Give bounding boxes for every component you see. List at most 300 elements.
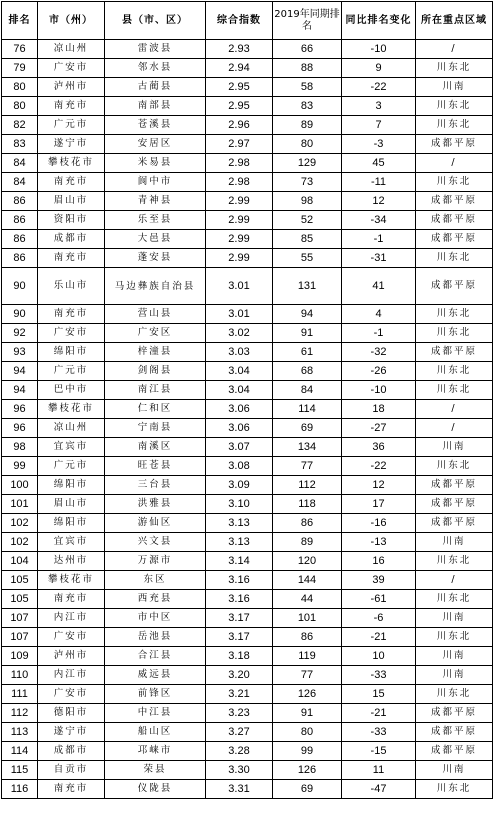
cell-region: / — [416, 400, 493, 419]
cell-region: 川东北 — [416, 685, 493, 704]
cell-index: 3.20 — [206, 666, 273, 685]
cell-rank-change: 18 — [342, 400, 416, 419]
cell-rank-2019: 83 — [273, 97, 342, 116]
cell-region: 川东北 — [416, 552, 493, 571]
cell-index: 2.98 — [206, 173, 273, 192]
table-row — [2, 571, 493, 590]
cell-rank-change: 12 — [342, 192, 416, 211]
cell-rank-change: 41 — [342, 268, 416, 305]
cell-rank-2019: 118 — [273, 495, 342, 514]
cell-rank-2019: 120 — [273, 552, 342, 571]
table-row — [2, 40, 493, 59]
table-row — [2, 362, 493, 381]
cell-rank: 92 — [2, 324, 38, 343]
cell-city: 绵阳市 — [38, 514, 105, 533]
cell-city: 广元市 — [38, 116, 105, 135]
table-row — [2, 249, 493, 268]
table-row — [2, 780, 493, 799]
cell-county: 中江县 — [105, 704, 206, 723]
cell-region: 成都平原 — [416, 268, 493, 305]
cell-city: 绵阳市 — [38, 343, 105, 362]
cell-city: 巴中市 — [38, 381, 105, 400]
cell-county: 南部县 — [105, 97, 206, 116]
cell-county: 营山县 — [105, 305, 206, 324]
cell-rank-change: -15 — [342, 742, 416, 761]
cell-rank-change: -21 — [342, 704, 416, 723]
table-row — [2, 476, 493, 495]
table-row — [2, 324, 493, 343]
cell-region: 川东北 — [416, 97, 493, 116]
cell-index: 2.99 — [206, 230, 273, 249]
table-row — [2, 628, 493, 647]
table-row — [2, 59, 493, 78]
cell-rank: 83 — [2, 135, 38, 154]
table-row — [2, 173, 493, 192]
cell-region: 川南 — [416, 78, 493, 97]
cell-region: 成都平原 — [416, 343, 493, 362]
cell-city: 凉山州 — [38, 40, 105, 59]
cell-index: 2.99 — [206, 249, 273, 268]
cell-index: 3.01 — [206, 305, 273, 324]
cell-county: 洪雅县 — [105, 495, 206, 514]
cell-rank: 112 — [2, 704, 38, 723]
table-row — [2, 116, 493, 135]
cell-rank: 80 — [2, 78, 38, 97]
cell-region: 川东北 — [416, 590, 493, 609]
cell-city: 成都市 — [38, 230, 105, 249]
cell-city: 内江市 — [38, 609, 105, 628]
cell-rank-2019: 112 — [273, 476, 342, 495]
cell-region: 成都平原 — [416, 742, 493, 761]
table-row — [2, 723, 493, 742]
cell-city: 眉山市 — [38, 495, 105, 514]
table-row — [2, 761, 493, 780]
cell-rank: 96 — [2, 400, 38, 419]
table-row — [2, 211, 493, 230]
cell-region: / — [416, 571, 493, 590]
cell-region: 成都平原 — [416, 230, 493, 249]
cell-county: 古蔺县 — [105, 78, 206, 97]
cell-region: 成都平原 — [416, 495, 493, 514]
cell-city: 广安市 — [38, 628, 105, 647]
cell-county: 万源市 — [105, 552, 206, 571]
cell-rank-change: -6 — [342, 609, 416, 628]
cell-rank-2019: 52 — [273, 211, 342, 230]
header-county: 县（市、区） — [105, 2, 206, 40]
cell-rank-change: 3 — [342, 97, 416, 116]
cell-rank: 109 — [2, 647, 38, 666]
cell-rank-change: 15 — [342, 685, 416, 704]
cell-rank-change: -31 — [342, 249, 416, 268]
cell-county: 西充县 — [105, 590, 206, 609]
cell-rank-2019: 69 — [273, 419, 342, 438]
cell-rank-2019: 134 — [273, 438, 342, 457]
table-row — [2, 590, 493, 609]
cell-index: 3.23 — [206, 704, 273, 723]
cell-county: 南江县 — [105, 381, 206, 400]
table-row — [2, 343, 493, 362]
cell-rank-2019: 131 — [273, 268, 342, 305]
cell-rank: 98 — [2, 438, 38, 457]
cell-rank-2019: 89 — [273, 533, 342, 552]
cell-region: 川东北 — [416, 780, 493, 799]
cell-index: 3.06 — [206, 419, 273, 438]
cell-rank-change: 10 — [342, 647, 416, 666]
cell-rank: 86 — [2, 192, 38, 211]
cell-rank: 104 — [2, 552, 38, 571]
cell-city: 成都市 — [38, 742, 105, 761]
cell-rank: 94 — [2, 362, 38, 381]
cell-rank: 114 — [2, 742, 38, 761]
cell-rank: 113 — [2, 723, 38, 742]
cell-region: 川南 — [416, 647, 493, 666]
cell-rank-change: -10 — [342, 381, 416, 400]
cell-index: 3.16 — [206, 590, 273, 609]
cell-region: 川东北 — [416, 59, 493, 78]
cell-index: 2.96 — [206, 116, 273, 135]
cell-region: 川东北 — [416, 173, 493, 192]
cell-city: 南充市 — [38, 97, 105, 116]
cell-region: 川东北 — [416, 628, 493, 647]
cell-rank-2019: 77 — [273, 457, 342, 476]
cell-rank-2019: 58 — [273, 78, 342, 97]
table-row — [2, 609, 493, 628]
cell-rank-change: -22 — [342, 457, 416, 476]
cell-city: 宜宾市 — [38, 438, 105, 457]
cell-county: 荣县 — [105, 761, 206, 780]
cell-county: 三台县 — [105, 476, 206, 495]
cell-index: 3.30 — [206, 761, 273, 780]
cell-county: 青神县 — [105, 192, 206, 211]
cell-county: 南溪区 — [105, 438, 206, 457]
cell-county: 邛崃市 — [105, 742, 206, 761]
cell-city: 攀枝花市 — [38, 154, 105, 173]
cell-rank-2019: 88 — [273, 59, 342, 78]
cell-city: 广元市 — [38, 362, 105, 381]
ranking-table — [1, 1, 493, 799]
header-city: 市（州） — [38, 2, 105, 40]
header-region: 所在重点区域 — [416, 2, 493, 40]
cell-region: 成都平原 — [416, 514, 493, 533]
cell-county: 邻水县 — [105, 59, 206, 78]
cell-index: 2.93 — [206, 40, 273, 59]
cell-region: 川东北 — [416, 116, 493, 135]
cell-rank-2019: 80 — [273, 723, 342, 742]
cell-rank-change: -61 — [342, 590, 416, 609]
cell-city: 广安市 — [38, 324, 105, 343]
cell-county: 宁南县 — [105, 419, 206, 438]
cell-index: 3.27 — [206, 723, 273, 742]
cell-rank: 96 — [2, 419, 38, 438]
header-index: 综合指数 — [206, 2, 273, 40]
cell-city: 眉山市 — [38, 192, 105, 211]
table-row — [2, 78, 493, 97]
cell-region: 川南 — [416, 609, 493, 628]
cell-rank: 115 — [2, 761, 38, 780]
cell-index: 3.03 — [206, 343, 273, 362]
table-row — [2, 495, 493, 514]
cell-rank-2019: 126 — [273, 685, 342, 704]
table-row — [2, 154, 493, 173]
cell-rank-2019: 119 — [273, 647, 342, 666]
cell-rank-2019: 44 — [273, 590, 342, 609]
cell-rank-change: 16 — [342, 552, 416, 571]
cell-rank: 99 — [2, 457, 38, 476]
cell-city: 南充市 — [38, 173, 105, 192]
cell-rank-change: 39 — [342, 571, 416, 590]
cell-rank-change: -33 — [342, 723, 416, 742]
cell-index: 3.17 — [206, 609, 273, 628]
cell-rank-change: -1 — [342, 324, 416, 343]
cell-county: 安居区 — [105, 135, 206, 154]
cell-rank-change: -47 — [342, 780, 416, 799]
cell-city: 攀枝花市 — [38, 400, 105, 419]
cell-index: 3.18 — [206, 647, 273, 666]
cell-rank: 111 — [2, 685, 38, 704]
cell-county: 剑阁县 — [105, 362, 206, 381]
cell-rank: 90 — [2, 305, 38, 324]
cell-county: 蓬安县 — [105, 249, 206, 268]
cell-rank-2019: 144 — [273, 571, 342, 590]
header-rank-2019: 2019年同期排名 — [273, 2, 342, 40]
table-row — [2, 742, 493, 761]
cell-index: 2.99 — [206, 211, 273, 230]
cell-region: 川东北 — [416, 362, 493, 381]
cell-rank: 84 — [2, 154, 38, 173]
cell-region: 成都平原 — [416, 476, 493, 495]
cell-city: 德阳市 — [38, 704, 105, 723]
cell-rank-change: 4 — [342, 305, 416, 324]
cell-county: 威远县 — [105, 666, 206, 685]
cell-rank-2019: 126 — [273, 761, 342, 780]
cell-rank-2019: 80 — [273, 135, 342, 154]
cell-rank-2019: 94 — [273, 305, 342, 324]
cell-region: 川东北 — [416, 305, 493, 324]
cell-county: 仁和区 — [105, 400, 206, 419]
cell-rank-change: -22 — [342, 78, 416, 97]
table-row — [2, 135, 493, 154]
table-row — [2, 381, 493, 400]
cell-county: 岳池县 — [105, 628, 206, 647]
cell-rank-2019: 69 — [273, 780, 342, 799]
cell-county: 苍溪县 — [105, 116, 206, 135]
cell-city: 泸州市 — [38, 78, 105, 97]
cell-rank: 105 — [2, 571, 38, 590]
cell-region: 川南 — [416, 666, 493, 685]
cell-city: 广安市 — [38, 59, 105, 78]
cell-index: 3.07 — [206, 438, 273, 457]
cell-rank-2019: 66 — [273, 40, 342, 59]
cell-city: 达州市 — [38, 552, 105, 571]
table-body — [2, 40, 493, 799]
cell-rank: 86 — [2, 211, 38, 230]
cell-rank-change: 11 — [342, 761, 416, 780]
cell-index: 3.13 — [206, 533, 273, 552]
cell-rank-change: -10 — [342, 40, 416, 59]
cell-index: 3.10 — [206, 495, 273, 514]
cell-rank-change: -32 — [342, 343, 416, 362]
cell-index: 3.01 — [206, 268, 273, 305]
cell-rank-change: 9 — [342, 59, 416, 78]
table-row — [2, 647, 493, 666]
cell-county: 船山区 — [105, 723, 206, 742]
cell-rank: 90 — [2, 268, 38, 305]
cell-county: 乐至县 — [105, 211, 206, 230]
table-row — [2, 438, 493, 457]
cell-rank-change: -3 — [342, 135, 416, 154]
cell-region: / — [416, 40, 493, 59]
cell-index: 3.28 — [206, 742, 273, 761]
cell-index: 3.02 — [206, 324, 273, 343]
cell-rank: 110 — [2, 666, 38, 685]
cell-rank: 105 — [2, 590, 38, 609]
cell-rank-change: 45 — [342, 154, 416, 173]
cell-rank-2019: 61 — [273, 343, 342, 362]
cell-index: 3.08 — [206, 457, 273, 476]
cell-index: 2.97 — [206, 135, 273, 154]
cell-city: 内江市 — [38, 666, 105, 685]
cell-rank-2019: 91 — [273, 324, 342, 343]
cell-rank-2019: 85 — [273, 230, 342, 249]
cell-rank-2019: 129 — [273, 154, 342, 173]
cell-index: 2.99 — [206, 192, 273, 211]
cell-index: 2.98 — [206, 154, 273, 173]
cell-county: 兴文县 — [105, 533, 206, 552]
cell-rank-change: 7 — [342, 116, 416, 135]
cell-index: 3.04 — [206, 381, 273, 400]
cell-rank-change: -16 — [342, 514, 416, 533]
cell-rank: 116 — [2, 780, 38, 799]
cell-rank: 102 — [2, 514, 38, 533]
cell-region: / — [416, 154, 493, 173]
table-row — [2, 97, 493, 116]
cell-region: 川南 — [416, 533, 493, 552]
cell-county: 仪陇县 — [105, 780, 206, 799]
cell-city: 南充市 — [38, 249, 105, 268]
cell-city: 南充市 — [38, 590, 105, 609]
cell-rank: 76 — [2, 40, 38, 59]
cell-index: 3.31 — [206, 780, 273, 799]
cell-rank-2019: 86 — [273, 514, 342, 533]
cell-rank-2019: 101 — [273, 609, 342, 628]
cell-rank-change: 17 — [342, 495, 416, 514]
cell-region: 川南 — [416, 438, 493, 457]
cell-rank: 86 — [2, 249, 38, 268]
cell-county: 合江县 — [105, 647, 206, 666]
cell-rank: 80 — [2, 97, 38, 116]
cell-index: 3.21 — [206, 685, 273, 704]
cell-region: 成都平原 — [416, 135, 493, 154]
table-row — [2, 230, 493, 249]
table-row — [2, 666, 493, 685]
table-row — [2, 305, 493, 324]
cell-rank: 86 — [2, 230, 38, 249]
cell-city: 南充市 — [38, 780, 105, 799]
cell-region: 成都平原 — [416, 704, 493, 723]
table-row — [2, 685, 493, 704]
table-row — [2, 268, 493, 305]
header-rank: 排名 — [2, 2, 38, 40]
cell-rank-change: -11 — [342, 173, 416, 192]
cell-rank: 102 — [2, 533, 38, 552]
cell-index: 3.09 — [206, 476, 273, 495]
cell-rank: 107 — [2, 609, 38, 628]
cell-city: 遂宁市 — [38, 723, 105, 742]
cell-rank-2019: 91 — [273, 704, 342, 723]
cell-rank-change: -34 — [342, 211, 416, 230]
cell-county: 马边彝族自治县 — [105, 268, 206, 305]
cell-city: 资阳市 — [38, 211, 105, 230]
table-row — [2, 552, 493, 571]
cell-index: 3.14 — [206, 552, 273, 571]
cell-index: 3.04 — [206, 362, 273, 381]
cell-rank: 93 — [2, 343, 38, 362]
cell-rank-change: -27 — [342, 419, 416, 438]
header-row — [2, 2, 493, 40]
cell-city: 绵阳市 — [38, 476, 105, 495]
cell-rank-2019: 114 — [273, 400, 342, 419]
cell-city: 广元市 — [38, 457, 105, 476]
table-row — [2, 533, 493, 552]
cell-county: 阆中市 — [105, 173, 206, 192]
cell-index: 2.95 — [206, 97, 273, 116]
cell-region: 川东北 — [416, 324, 493, 343]
cell-rank-2019: 89 — [273, 116, 342, 135]
cell-rank-change: -33 — [342, 666, 416, 685]
cell-city: 宜宾市 — [38, 533, 105, 552]
cell-county: 大邑县 — [105, 230, 206, 249]
cell-rank-2019: 86 — [273, 628, 342, 647]
cell-index: 3.16 — [206, 571, 273, 590]
cell-region: 成都平原 — [416, 723, 493, 742]
cell-county: 东区 — [105, 571, 206, 590]
cell-county: 广安区 — [105, 324, 206, 343]
cell-rank: 107 — [2, 628, 38, 647]
table-row — [2, 400, 493, 419]
cell-index: 3.17 — [206, 628, 273, 647]
cell-index: 3.13 — [206, 514, 273, 533]
cell-rank-change: -26 — [342, 362, 416, 381]
table-row — [2, 704, 493, 723]
cell-index: 2.94 — [206, 59, 273, 78]
cell-region: 成都平原 — [416, 192, 493, 211]
cell-county: 米易县 — [105, 154, 206, 173]
cell-rank: 100 — [2, 476, 38, 495]
cell-rank-change: -13 — [342, 533, 416, 552]
cell-rank-change: -21 — [342, 628, 416, 647]
cell-rank: 79 — [2, 59, 38, 78]
cell-city: 遂宁市 — [38, 135, 105, 154]
cell-rank-2019: 99 — [273, 742, 342, 761]
cell-index: 2.95 — [206, 78, 273, 97]
cell-city: 乐山市 — [38, 268, 105, 305]
table-row — [2, 457, 493, 476]
cell-city: 广安市 — [38, 685, 105, 704]
cell-rank-2019: 68 — [273, 362, 342, 381]
cell-rank-change: 36 — [342, 438, 416, 457]
cell-region: 川东北 — [416, 381, 493, 400]
cell-rank-2019: 84 — [273, 381, 342, 400]
cell-city: 凉山州 — [38, 419, 105, 438]
cell-county: 前锋区 — [105, 685, 206, 704]
cell-rank: 84 — [2, 173, 38, 192]
cell-index: 3.06 — [206, 400, 273, 419]
table-row — [2, 419, 493, 438]
table-row — [2, 192, 493, 211]
cell-city: 攀枝花市 — [38, 571, 105, 590]
cell-region: 川东北 — [416, 457, 493, 476]
cell-rank-change: -1 — [342, 230, 416, 249]
